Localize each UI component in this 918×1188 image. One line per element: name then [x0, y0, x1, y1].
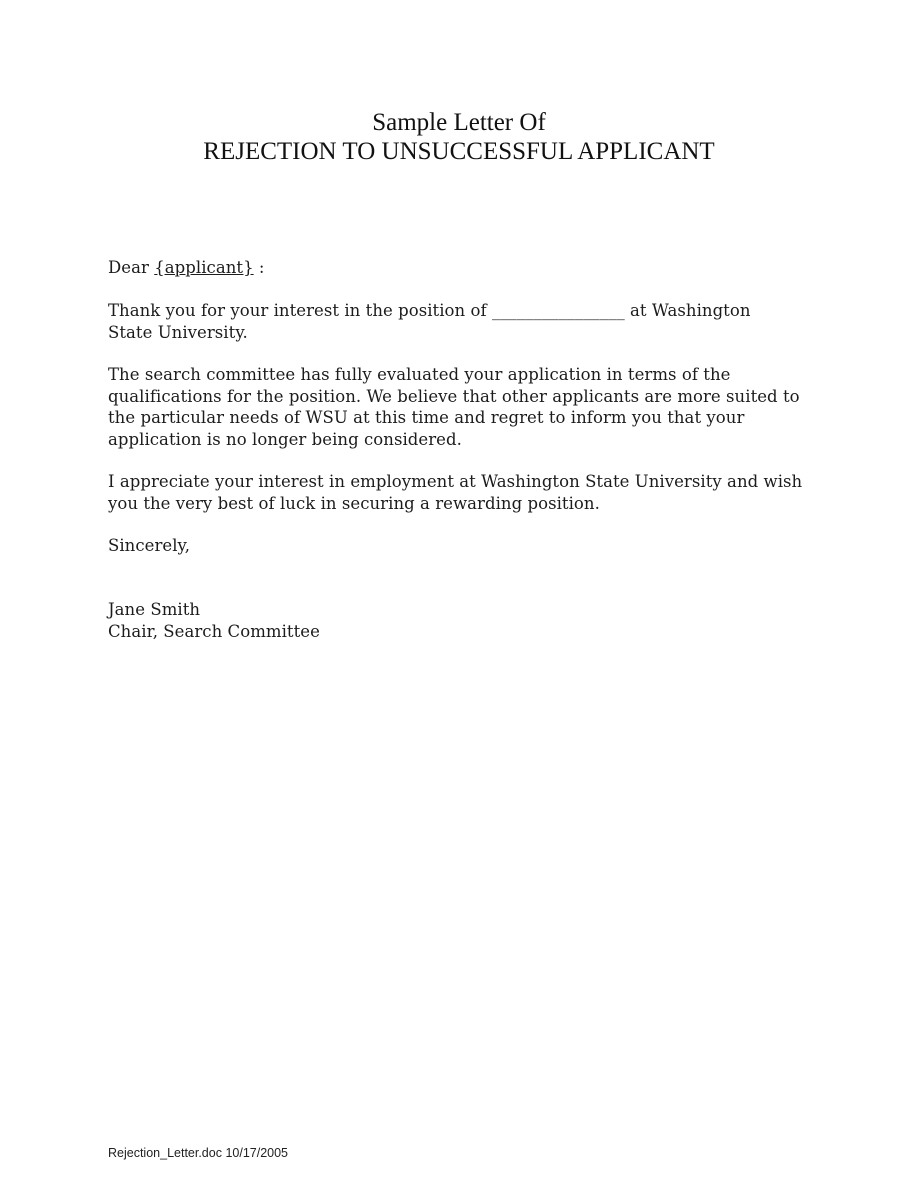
applicant-placeholder: {applicant}: [154, 258, 254, 277]
paragraph-line: the particular needs of WSU at this time and regret to inform you that your: [108, 408, 745, 427]
signer-name: Jane Smith: [108, 600, 201, 619]
paragraph-line: I appreciate your interest in employment at Washington State University and wish: [108, 472, 803, 491]
title-line-1: Sample Letter Of: [372, 109, 546, 136]
salutation-line: [108, 257, 828, 279]
paragraph-line: The search committee has fully evaluated your application in terms of the: [108, 365, 731, 384]
paragraph-line: State University.: [108, 322, 248, 342]
salutation: [108, 257, 828, 279]
paragraph-well-wishes: [108, 471, 828, 514]
salutation-prefix: Dear: [108, 258, 155, 277]
title-line-2: REJECTION TO UNSUCCESSFUL APPLICANT: [203, 138, 715, 165]
paragraph-line: Thank you for your interest in the position of ________________ at Washington: [108, 301, 751, 320]
document-footer: Rejection_Letter.doc 10/17/2005: [108, 1146, 288, 1160]
paragraph-line: application is no longer being considered.: [108, 429, 462, 449]
signature-block: [108, 599, 828, 642]
signer-title: Chair, Search Committee: [108, 621, 320, 641]
paragraph-line: you the very best of luck in securing a rewarding position.: [108, 493, 600, 513]
closing: [108, 535, 828, 557]
closing-text: Sincerely,: [108, 536, 191, 555]
paragraph-interest: [108, 300, 828, 343]
paragraph-evaluation: [108, 364, 828, 450]
salutation-suffix: :: [253, 258, 265, 277]
letter-title: [0, 108, 918, 166]
paragraph-line: qualifications for the position. We believe that other applicants are more suited to: [108, 386, 800, 406]
